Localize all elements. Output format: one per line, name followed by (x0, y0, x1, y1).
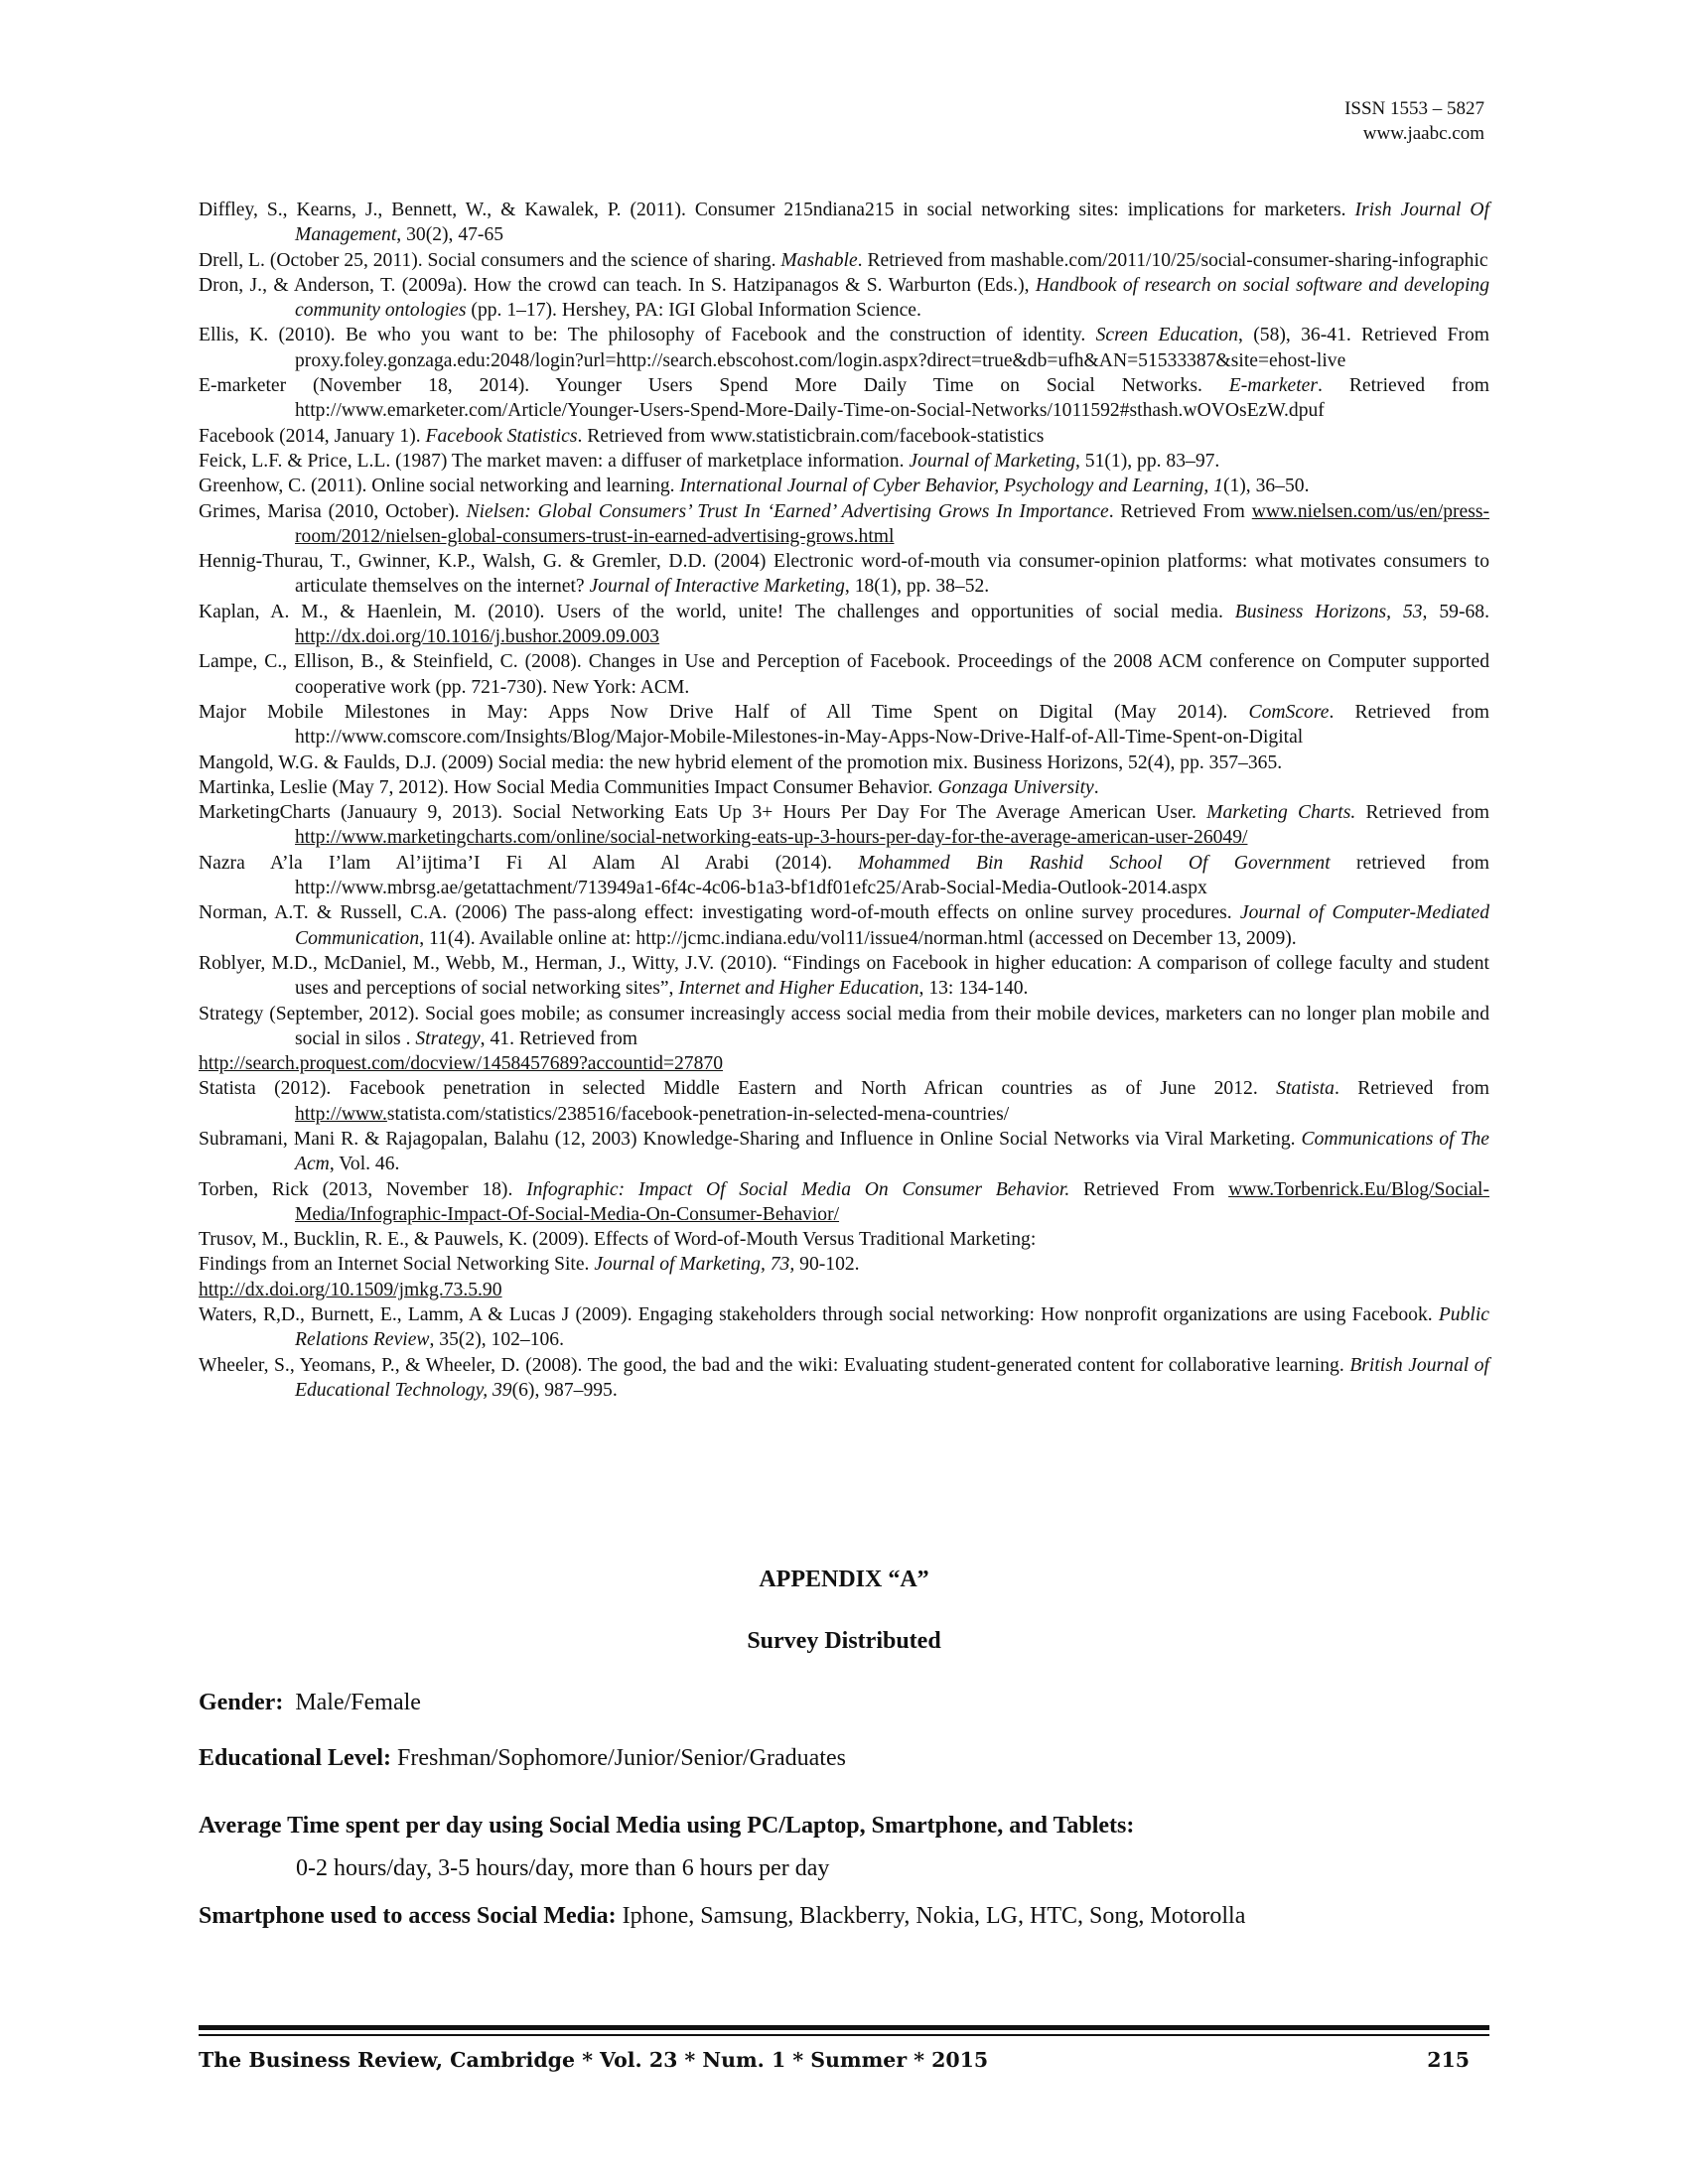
reference-text: Wheeler, S., Yeomans, P., & Wheeler, D. (2008). The good, the bad and the wiki: Evaluating student-generated content for collaborative learning. (199, 1354, 1350, 1376)
reference-text: Diffley, S., Kearns, J., Bennett, W., & Kawalek, P. (2011). Consumer 215ndiana215 in social networking sites: implications for marketers. (199, 200, 1355, 220)
reference-text: Hennig-Thurau, T., Gwinner, K.P., Walsh, G. & Gremler, D.D. (2004) Electronic word-of-mouth via consumer-opinion platforms: what motivates consumers to articulate themselves on the internet? (199, 551, 1489, 598)
reference-entry (199, 1127, 1489, 1177)
reference-link[interactable]: http://dx.doi.org/10.1016/j.bushor.2009.09.003 (295, 626, 660, 648)
reference-source: Handbook of research on social software and developing community ontologies (295, 274, 1489, 322)
survey-time-options: 0-2 hours/day, 3-5 hours/day, more than 6 hours per day (296, 1855, 830, 1881)
reference-text: Norman, A.T. & Russell, C.A. (2006) The pass-along effect: investigating word-of-mouth effects on online survey procedures. (199, 902, 1240, 924)
reference-entry (199, 198, 1489, 248)
reference-entry (199, 1353, 1489, 1404)
reference-text: Nazra A’la I’lam Al’ijtima’I Fi Al Alam Al Arabi (2014). (199, 852, 859, 874)
reference-entry (199, 700, 1489, 751)
reference-entry (199, 800, 1489, 851)
reference-text: Feick, L.F. & Price, L.L. (1987) The market maven: a diffuser of marketplace information. (199, 450, 910, 472)
reference-text: 90-102. (794, 1254, 860, 1276)
reference-source: Journal of Interactive Marketing (589, 576, 845, 598)
reference-entry (199, 649, 1489, 700)
issn: ISSN 1553 – 5827 (1344, 98, 1484, 119)
reference-text: Mangold, W.G. & Faulds, D.J. (2009) Social media: the new hybrid element of the promotion mix. Business Horizons, 52(4), pp. 357–365. (199, 751, 1283, 773)
reference-text: Retrieved from (1355, 802, 1489, 824)
reference-list (199, 198, 1489, 1403)
reference-entry (199, 1227, 1489, 1252)
reference-text: . Retrieved from mashable.com/2011/10/25/social-consumer-sharing-infographic (857, 249, 1488, 271)
reference-text: , (58), 36-41. Retrieved From proxy.foley.gonzaga.edu:2048/login?url=http://search.ebscohost.com/login.aspx?direct=true&db=ufh&AN=51533387&site=ehost-live (295, 325, 1489, 371)
reference-text: Drell, L. (October 25, 2011). Social consumers and the science of sharing. (199, 249, 781, 271)
reference-text: , 13: 134-140. (918, 978, 1029, 1000)
reference-text: Trusov, M., Bucklin, R. E., & Pauwels, K. (2009). Effects of Word-of-Mouth Versus Traditional Marketing: (199, 1229, 1037, 1251)
reference-source: E-marketer (1228, 375, 1319, 397)
reference-text: Greenhow, C. (2011). Online social networking and learning. (199, 476, 680, 497)
reference-text: Martinka, Leslie (May 7, 2012). How Social Media Communities Impact Consumer Behavior. (199, 776, 938, 798)
page-header (1344, 96, 1484, 146)
reference-text: , 30(2), 47-65 (396, 224, 504, 246)
reference-text: Dron, J., & Anderson, T. (2009a). How the crowd can teach. In S. Hatzipanagos & S. Warburton (Eds.), (199, 274, 1036, 296)
reference-entry (199, 449, 1489, 474)
reference-source: British Journal of Educational Technology, 39 (295, 1354, 1489, 1401)
reference-text: . Retrieved From (1108, 500, 1252, 522)
appendix (199, 1565, 1489, 1931)
reference-entry (199, 499, 1489, 550)
reference-text: . (1093, 776, 1099, 798)
reference-text: Retrieved From (1069, 1178, 1229, 1200)
reference-source: International Journal of Cyber Behavior, Psychology and Learning, 1 (679, 476, 1223, 497)
footer-rule-thin (199, 2034, 1489, 2036)
reference-link[interactable]: http://www.marketingcharts.com/online/social-networking-eats-up-3-hours-per-day-for-the-average-american-user-26049/ (295, 827, 1248, 849)
reference-source: Mohammed Bin Rashid School Of Government (858, 852, 1331, 874)
reference-text: Findings from an Internet Social Networking Site. (199, 1254, 595, 1276)
reference-link[interactable]: www.nielsen.com/us/en/press-room/2012/nielsen-global-consumers-trust-in-earned-advertising-grows.html (295, 500, 1489, 547)
reference-text: Torben, Rick (2013, November 18). (199, 1178, 527, 1200)
reference-text: , Vol. 46. (329, 1154, 400, 1175)
reference-text: (1), 36–50. (1222, 476, 1310, 497)
reference-source: Journal of Marketing, 73, (594, 1254, 795, 1276)
reference-text: , 41. Retrieved from (480, 1027, 638, 1049)
reference-text: Statista (2012). Facebook penetration in selected Middle Eastern and North African countries as of June 2012. (199, 1078, 1277, 1100)
reference-entry (199, 1302, 1489, 1353)
reference-text: Roblyer, M.D., McDaniel, M., Webb, M., Herman, J., Witty, J.V. (2010). “Findings on Facebook in higher education: A comparison of college faculty and student uses and perceptions of social networking sites”, (199, 952, 1489, 1000)
reference-source: Gonzaga University (937, 776, 1094, 798)
reference-entry (199, 775, 1489, 800)
reference-source: Marketing Charts. (1206, 802, 1356, 824)
reference-source: Facebook Statistics (425, 425, 578, 447)
reference-text: Major Mobile Milestones in May: Apps Now Drive Half of All Time Spent on Digital (May 2014). (199, 701, 1249, 723)
reference-text: Grimes, Marisa (2010, October). (199, 500, 467, 522)
reference-text: 59-68. (1427, 601, 1489, 622)
reference-text: Subramani, Mani R. & Rajagopalan, Balahu (12, 2003) Knowledge-Sharing and Influence in Online Social Networks via Viral Marketing. (199, 1128, 1302, 1150)
reference-text: Facebook (2014, January 1). (199, 425, 426, 447)
reference-text: Kaplan, A. M., & Haenlein, M. (2010). Users of the world, unite! The challenges and opportunities of social media. (199, 601, 1235, 622)
reference-text: statista.com/statistics/238516/facebook-penetration-in-selected-mena-countries/ (386, 1103, 1010, 1125)
reference-entry (199, 1051, 1489, 1076)
reference-entry (199, 951, 1489, 1002)
reference-source: Statista (1276, 1078, 1335, 1100)
time-label: Average Time spent per day using Social Media using PC/Laptop, Smartphone, and Tablets: (199, 1813, 1135, 1839)
reference-source: Strategy (415, 1027, 481, 1049)
website: www.jaabc.com (1362, 123, 1484, 144)
reference-text: . Retrieved from http://www.emarketer.com/Article/Younger-Users-Spend-More-Daily-Time-on-Social-Networks/1011592#sthash.wOVOsEzW.dpuf (295, 375, 1490, 422)
reference-source: ComScore (1248, 701, 1330, 723)
phone-value: Iphone, Samsung, Blackberry, Nokia, LG, HTC, Song, Motorolla (622, 1903, 1246, 1929)
reference-text: Waters, R,D., Burnett, E., Lamm, A & Lucas J (2009). Engaging stakeholders through social networking: How nonprofit organizations are using Facebook. (199, 1304, 1439, 1326)
survey-education (199, 1743, 1489, 1773)
reference-source: Journal of Marketing (909, 450, 1075, 472)
reference-text: . Retrieved from (1334, 1078, 1489, 1100)
reference-text: Ellis, K. (2010). Be who you want to be: The philosophy of Facebook and the construction of identity. (199, 325, 1096, 346)
reference-entry (199, 1177, 1489, 1228)
reference-text: , 51(1), pp. 83–97. (1075, 450, 1220, 472)
reference-text: . Retrieved from http://www.comscore.com/Insights/Blog/Major-Mobile-Milestones-in-May-Apps-Now-Drive-Half-of-All-Time-Spent-on-Digital (295, 701, 1489, 749)
appendix-subtitle: Survey Distributed (747, 1628, 941, 1654)
reference-text: E-marketer (November 18, 2014). Younger Users Spend More Daily Time on Social Networks. (199, 375, 1229, 397)
reference-entry (199, 600, 1489, 650)
reference-entry (199, 751, 1489, 775)
reference-text: retrieved from http://www.mbrsg.ae/getattachment/713949a1-6f4c-4c06-b1a3-bf1df01efc25/Arab-Social-Media-Outlook-2014.aspx (295, 852, 1489, 899)
reference-link[interactable]: http://www. (295, 1103, 387, 1125)
reference-entry (199, 424, 1489, 449)
reference-text: , 18(1), pp. 38–52. (844, 576, 990, 598)
reference-source: Business Horizons, 53, (1234, 601, 1428, 622)
phone-label: Smartphone used to access Social Media: (199, 1903, 617, 1929)
education-value: Freshman/Sophomore/Junior/Senior/Graduates (397, 1745, 846, 1771)
page-number: 215 (1427, 2048, 1470, 2072)
reference-entry (199, 323, 1489, 373)
reference-source: Infographic: Impact Of Social Media On Consumer Behavior. (526, 1178, 1070, 1200)
reference-entry (199, 373, 1489, 424)
reference-entry (199, 273, 1489, 324)
page-footer (199, 2048, 1470, 2072)
reference-source: Screen Education (1095, 325, 1239, 346)
reference-link[interactable]: www.Torbenrick.Eu/Blog/Social-Media/Infographic-Impact-Of-Social-Media-On-Consumer-Behavior/ (295, 1178, 1490, 1225)
reference-entry (199, 1252, 1489, 1277)
education-label: Educational Level: (199, 1745, 392, 1771)
survey-time-question (199, 1811, 1489, 1841)
reference-link[interactable]: http://search.proquest.com/docview/1458457689?accountid=27870 (199, 1053, 723, 1075)
reference-source: Irish Journal Of Management (295, 200, 1490, 246)
reference-entry (199, 549, 1489, 600)
survey-gender (199, 1688, 1489, 1717)
reference-source: Communications of The Acm (295, 1128, 1489, 1175)
reference-text: Lampe, C., Ellison, B., & Steinfield, C. (2008). Changes in Use and Perception of Facebook. Proceedings of the 2008 ACM conference on Computer supported cooperative work (pp. 721-730). New York: ACM. (199, 651, 1489, 698)
reference-entry (199, 248, 1489, 273)
reference-entry (199, 1076, 1489, 1127)
reference-text: , 35(2), 102–106. (429, 1329, 564, 1351)
survey-smartphone (199, 1901, 1489, 1931)
footer-rule-thick (199, 2025, 1489, 2030)
reference-source: Nielsen: Global Consumers’ Trust In ‘Earned’ Advertising Grows In Importance (466, 500, 1109, 522)
reference-entry (199, 851, 1489, 901)
appendix-title: APPENDIX “A” (759, 1567, 929, 1592)
reference-text: . Retrieved from www.statisticbrain.com/facebook-statistics (577, 425, 1045, 447)
reference-text: , 11(4). Available online at: http://jcmc.indiana.edu/vol11/issue4/norman.html (accessed on December 13, 2009). (419, 927, 1297, 949)
reference-entry (199, 900, 1489, 951)
gender-value: Male/Female (295, 1690, 421, 1715)
reference-entry (199, 1278, 1489, 1302)
reference-source: Internet and Higher Education (678, 978, 919, 1000)
reference-link[interactable]: http://dx.doi.org/10.1509/jmkg.73.5.90 (199, 1279, 502, 1300)
reference-text: Strategy (September, 2012). Social goes mobile; as consumer increasingly access social media from their mobile devices, marketers can no longer plan mobile and social in silos . (199, 1003, 1489, 1049)
gender-label: Gender: (199, 1690, 284, 1715)
reference-source: Public Relations Review (295, 1304, 1489, 1351)
reference-source: Mashable (780, 249, 858, 271)
reference-text: (pp. 1–17). Hershey, PA: IGI Global Information Science. (466, 300, 921, 322)
reference-entry (199, 1002, 1489, 1052)
reference-text: (6), 987–995. (511, 1379, 618, 1401)
reference-entry (199, 474, 1489, 498)
journal-citation: The Business Review, Cambridge * Vol. 23 * Num. 1 * Summer * 2015 (199, 2048, 989, 2072)
reference-text: MarketingCharts (Januaury 9, 2013). Social Networking Eats Up 3+ Hours Per Day For The Average American User. (199, 802, 1207, 824)
reference-source: Journal of Computer-Mediated Communication (295, 902, 1489, 949)
